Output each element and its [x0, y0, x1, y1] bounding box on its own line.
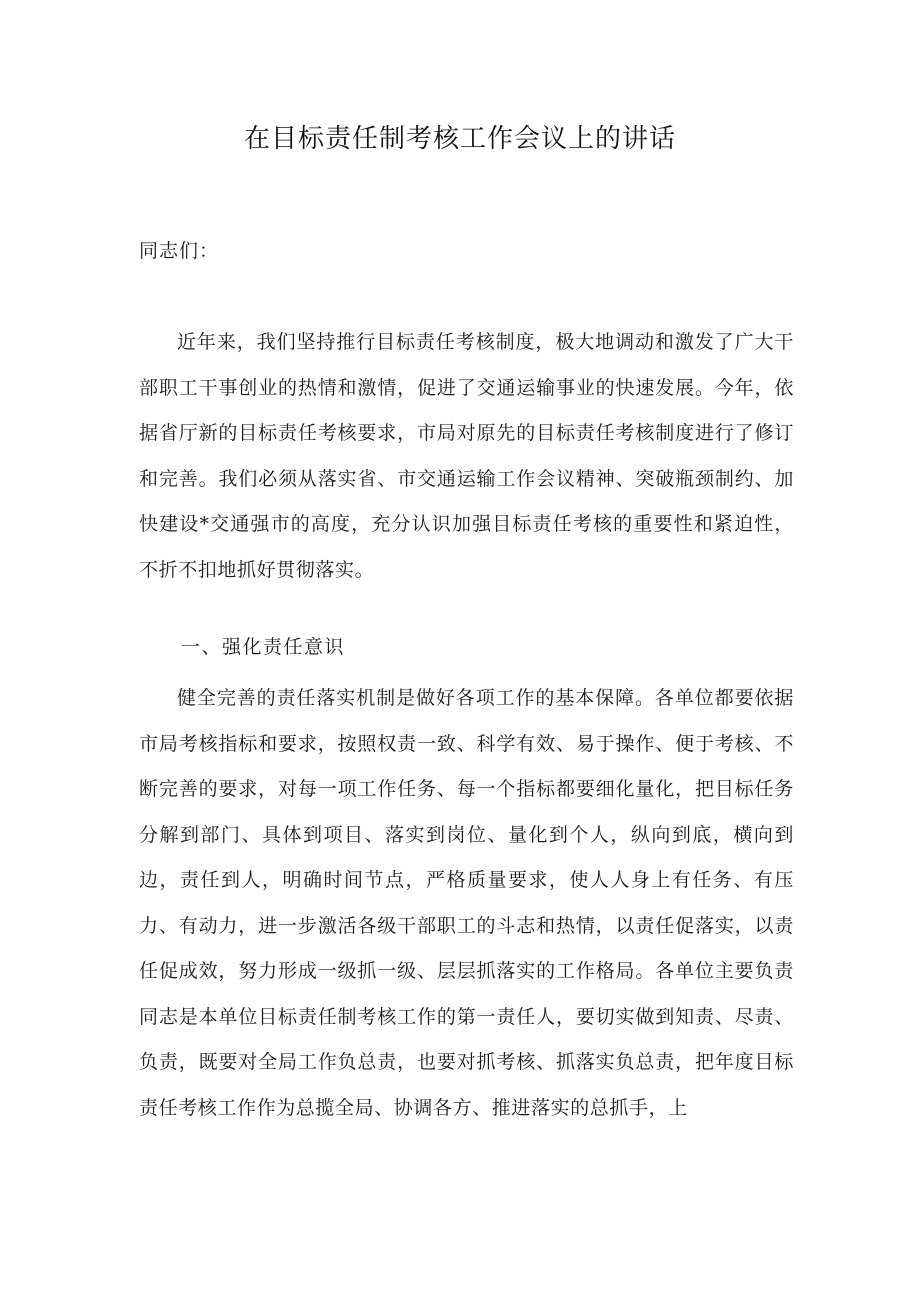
section-heading: 一、强化责任意识 — [181, 636, 346, 658]
paragraph-body: 健全完善的责任落实机制是做好各项工作的基本保障。各单位都要依据市局考核指标和要求，按照权责一致、科学有效、易于操作、便于考核、不断完善的要求，对每一项工作任务、每一个指标都要细化量化，把目标任务分解到部门、具体到项目、落实到岗位、量化到个人，纵向到底，横向到边，责任到人，明确时间节点，严格质量要求，使人人身上有任务、有压力、有动力，进一步激活各级干部职工的斗志和热情，以责任促落实，以责任促成效，努力形成一级抓一级、层层抓落实的工作格局。各单位主要负责同志是本单位目标责任制考核工作的第一责任人，要切实做到知责、尽责、负责，既要对全局工作负总责，也要对抓考核、抓落实负总责，把年度目标责任考核工作作为总揽全局、协调各方、推进落实的总抓手，上 — [139, 687, 794, 1119]
document-title: 在目标责任制考核工作会议上的讲话 — [243, 124, 676, 154]
salutation: 同志们： — [139, 240, 220, 262]
paragraph-intro: 近年来，我们坚持推行目标责任考核制度，极大地调动和激发了广大干部职工干事创业的热情和激情，促进了交通运输事业的快速发展。今年，依据省厅新的目标责任考核要求，市局对原先的目标责任考核制度进行了修订和完善。我们必须从落实省、市交通运输工作会议精神、突破瓶颈制约、加快建设*交通强市的高度，充分认识加强目标责任考核的重要性和紧迫性，不折不扣地抓好贯彻落实。 — [139, 331, 794, 581]
